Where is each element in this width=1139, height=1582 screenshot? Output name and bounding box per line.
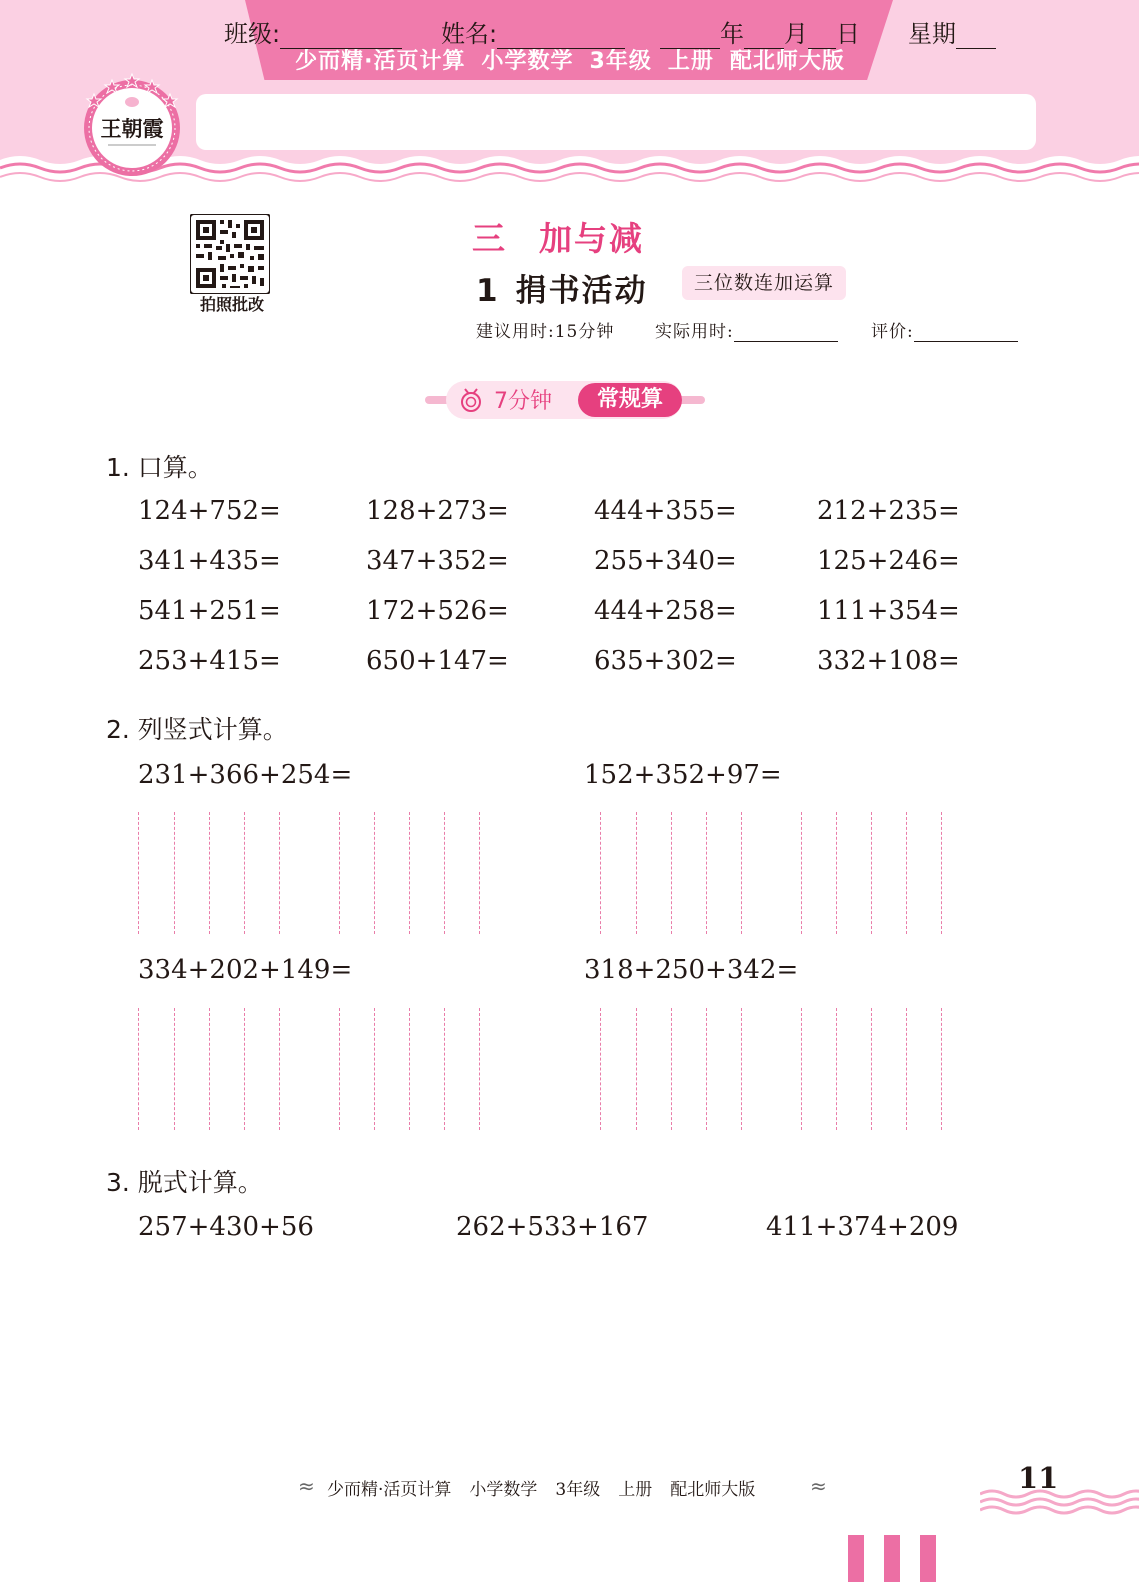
logo-text: 王朝霞: [100, 116, 164, 141]
q1-item: 635+302=: [594, 646, 737, 676]
grid-guide-line: [871, 812, 872, 934]
grid-guide-line: [906, 1008, 907, 1130]
footer-wave-left: ≈: [298, 1474, 315, 1498]
q1-item: 347+352=: [366, 546, 509, 576]
grid-guide-line: [138, 812, 139, 934]
student-info-bar: [196, 94, 1036, 150]
grid-guide-line: [741, 812, 742, 934]
q1-item: 111+354=: [817, 596, 960, 626]
grid-guide-line: [479, 812, 480, 934]
suggested-time: 建议用时:15分钟: [476, 322, 615, 342]
q1-item: 253+415=: [138, 646, 281, 676]
grid-guide-line: [636, 812, 637, 934]
q2-item: 152+352+97=: [584, 760, 782, 790]
section-type-badge: 常规算: [578, 383, 682, 417]
lesson-title: 1 捐书活动: [476, 273, 648, 309]
grid-guide-line: [339, 812, 340, 934]
q1-item: 541+251=: [138, 596, 281, 626]
grid-guide-line: [209, 812, 210, 934]
grid-guide-line: [836, 1008, 837, 1130]
q1-item: 172+526=: [366, 596, 509, 626]
q1-item: 128+273=: [366, 496, 509, 526]
grid-guide-line: [671, 1008, 672, 1130]
grid-guide-line: [209, 1008, 210, 1130]
grid-guide-line: [279, 812, 280, 934]
q1-item: 255+340=: [594, 546, 737, 576]
medal-icon: [458, 387, 484, 413]
q1-item: 332+108=: [817, 646, 960, 676]
grid-guide-line: [906, 812, 907, 934]
grid-guide-line: [479, 1008, 480, 1130]
grid-guide-line: [941, 1008, 942, 1130]
grid-guide-line: [279, 1008, 280, 1130]
qr-code[interactable]: [190, 214, 270, 294]
grid-guide-line: [836, 812, 837, 934]
grid-guide-line: [244, 1008, 245, 1130]
footer-series: 少而精·活页计算 小学数学 3年级 上册 配北师大版: [327, 1480, 756, 1500]
page-number: 11: [1018, 1461, 1059, 1495]
q2-item: 318+250+342=: [584, 955, 799, 985]
grid-guide-line: [244, 812, 245, 934]
q1-item: 650+147=: [366, 646, 509, 676]
grid-guide-line: [339, 1008, 340, 1130]
q2-item: 231+366+254=: [138, 760, 353, 790]
q2-heading: 2. 列竖式计算。: [106, 715, 288, 744]
edge-tab: [920, 1535, 936, 1582]
grid-guide-line: [741, 1008, 742, 1130]
class-field: 班级:: [224, 14, 402, 49]
rating-field: 评价:: [871, 317, 1018, 342]
grid-guide-line: [174, 812, 175, 934]
brand-logo: [78, 70, 186, 178]
vertical-calc-grid[interactable]: [138, 812, 483, 934]
q1-item: 125+246=: [817, 546, 960, 576]
grid-guide-line: [138, 1008, 139, 1130]
unit-title: 三 加与减: [472, 219, 644, 258]
q1-item: 444+355=: [594, 496, 737, 526]
q2-item: 334+202+149=: [138, 955, 353, 985]
grid-guide-line: [600, 812, 601, 934]
grid-guide-line: [374, 812, 375, 934]
q1-item: 341+435=: [138, 546, 281, 576]
q1-item: 444+258=: [594, 596, 737, 626]
grid-guide-line: [801, 1008, 802, 1130]
actual-time-field: 实际用时:: [655, 317, 838, 342]
q3-heading: 3. 脱式计算。: [106, 1168, 263, 1197]
q1-item: 124+752=: [138, 496, 281, 526]
edge-tab: [848, 1535, 864, 1582]
footer-stripes: [980, 1488, 1139, 1518]
grid-guide-line: [409, 1008, 410, 1130]
weekday-field: 星期: [908, 14, 996, 49]
section-time: 7分钟: [494, 389, 552, 414]
grid-guide-line: [871, 1008, 872, 1130]
grid-guide-line: [409, 812, 410, 934]
vertical-calc-grid[interactable]: [600, 1008, 945, 1130]
series-title: 少而精·活页计算 小学数学 3年级 上册 配北师大版: [295, 49, 845, 74]
topic-tag: 三位数连加运算: [682, 266, 846, 300]
q3-item: 411+374+209: [766, 1212, 959, 1242]
name-field: 姓名:: [441, 14, 625, 49]
qr-label: 拍照批改: [199, 295, 264, 314]
grid-guide-line: [636, 1008, 637, 1130]
footer-wave-right: ≈: [810, 1474, 827, 1498]
vertical-calc-grid[interactable]: [600, 812, 945, 934]
grid-guide-line: [801, 812, 802, 934]
q3-item: 257+430+56: [138, 1212, 314, 1242]
grid-guide-line: [671, 812, 672, 934]
grid-guide-line: [374, 1008, 375, 1130]
edge-tab: [884, 1535, 900, 1582]
grid-guide-line: [174, 1008, 175, 1130]
q1-item: 212+235=: [817, 496, 960, 526]
grid-guide-line: [941, 812, 942, 934]
grid-guide-line: [444, 812, 445, 934]
date-field: 年 月 日: [660, 14, 860, 49]
grid-guide-line: [444, 1008, 445, 1130]
vertical-calc-grid[interactable]: [138, 1008, 483, 1130]
q1-heading: 1. 口算。: [106, 453, 213, 482]
grid-guide-line: [600, 1008, 601, 1130]
grid-guide-line: [706, 812, 707, 934]
grid-guide-line: [706, 1008, 707, 1130]
q3-item: 262+533+167: [456, 1212, 649, 1242]
